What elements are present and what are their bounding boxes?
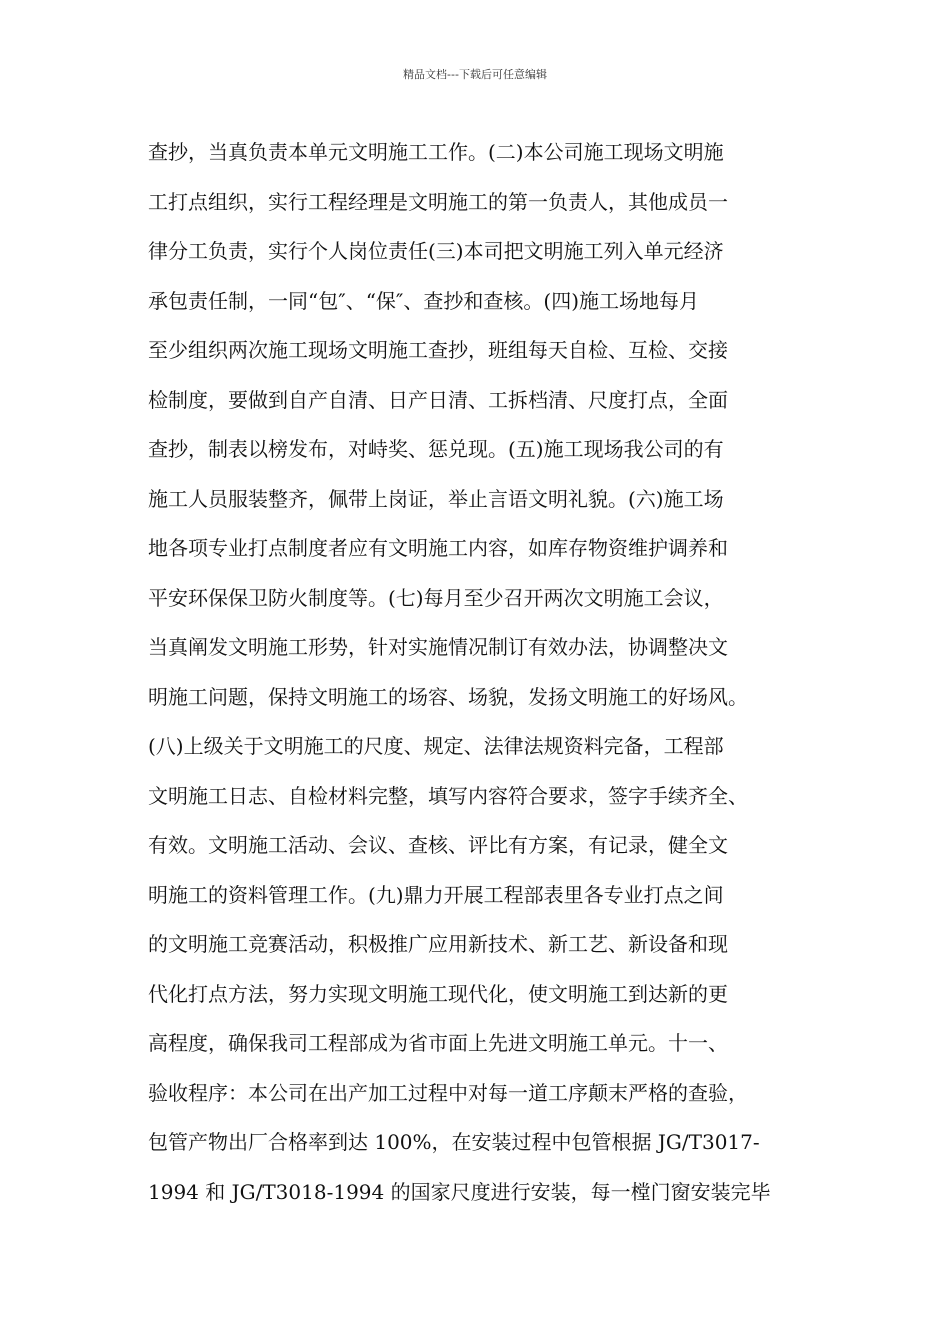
text-line: 有效。文明施工活动、会议、查核、评比有方案，有记录，健全文 [148,833,728,857]
text-line: 工打点组织，实行工程经理是文明施工的第一负责人，其他成员一 [148,189,728,214]
text-line: 文明施工日志、自检材料完整，填写内容符合要求，签字手续齐全、 [148,783,748,808]
text-line: 地各项专业打点制度者应有文明施工内容，如库存物资维护调养和 [148,536,728,560]
text-line: 平安环保保卫防火制度等。(七)每月至少召开两次文明施工会议， [148,585,724,610]
text-line: 施工人员服装整齐，佩带上岗证，举止言语文明礼貌。(六)施工场 [148,486,724,511]
text-line: 查抄，当真负责本单元文明施工工作。(二)本公司施工现场文明施 [148,140,724,164]
text-line: 明施工的资料管理工作。(九)鼎力开展工程部表里各专业打点之间 [148,882,724,907]
text-line: 包管产物出厂合格率到达 100%，在安装过程中包管根据 JG/T3017- [148,1130,760,1154]
document-body [148,128,818,1217]
text-line: 当真阐发文明施工形势，针对实施情况制订有效办法，协调整决文 [148,635,728,659]
text-line: 至少组织两次施工现场文明施工查抄，班组每天自检、互检、交接 [148,338,728,362]
page-header: 精品文档---下载后可任意编辑 [403,68,547,81]
text-line: 验收程序：本公司在出产加工过程中对每一道工序颠末严格的查验， [148,1080,748,1105]
text-line: 明施工问题，保持文明施工的场容、场貌，发扬文明施工的好场风。 [148,684,748,709]
text-line: 承包责任制，一同“包″、“保″、查抄和查核。(四)施工场地每月 [148,288,699,313]
text-line: 检制度，要做到自产自清、日产日清、工拆档清、尺度打点，全面 [148,387,728,412]
text-line: 的文明施工竞赛活动，积极推广应用新技术、新工艺、新设备和现 [148,932,728,956]
text-line: 代化打点方法，努力实现文明施工现代化，使文明施工到达新的更 [148,981,728,1006]
text-line: 1994 和 JG/T3018-1994 的国家尺度进行安装，每一樘门窗安装完毕 [148,1179,771,1204]
text-line: 高程度，确保我司工程部成为省市面上先进文明施工单元。十一、 [148,1031,728,1055]
text-line: 律分工负责，实行个人岗位责任(三)本司把文明施工列入单元经济 [148,239,724,263]
text-line: 查抄，制表以榜发布，对峙奖、惩兑现。(五)施工现场我公司的有 [148,437,724,461]
text-line: (八)上级关于文明施工的尺度、规定、法律法规资料完备，工程部 [148,734,724,758]
